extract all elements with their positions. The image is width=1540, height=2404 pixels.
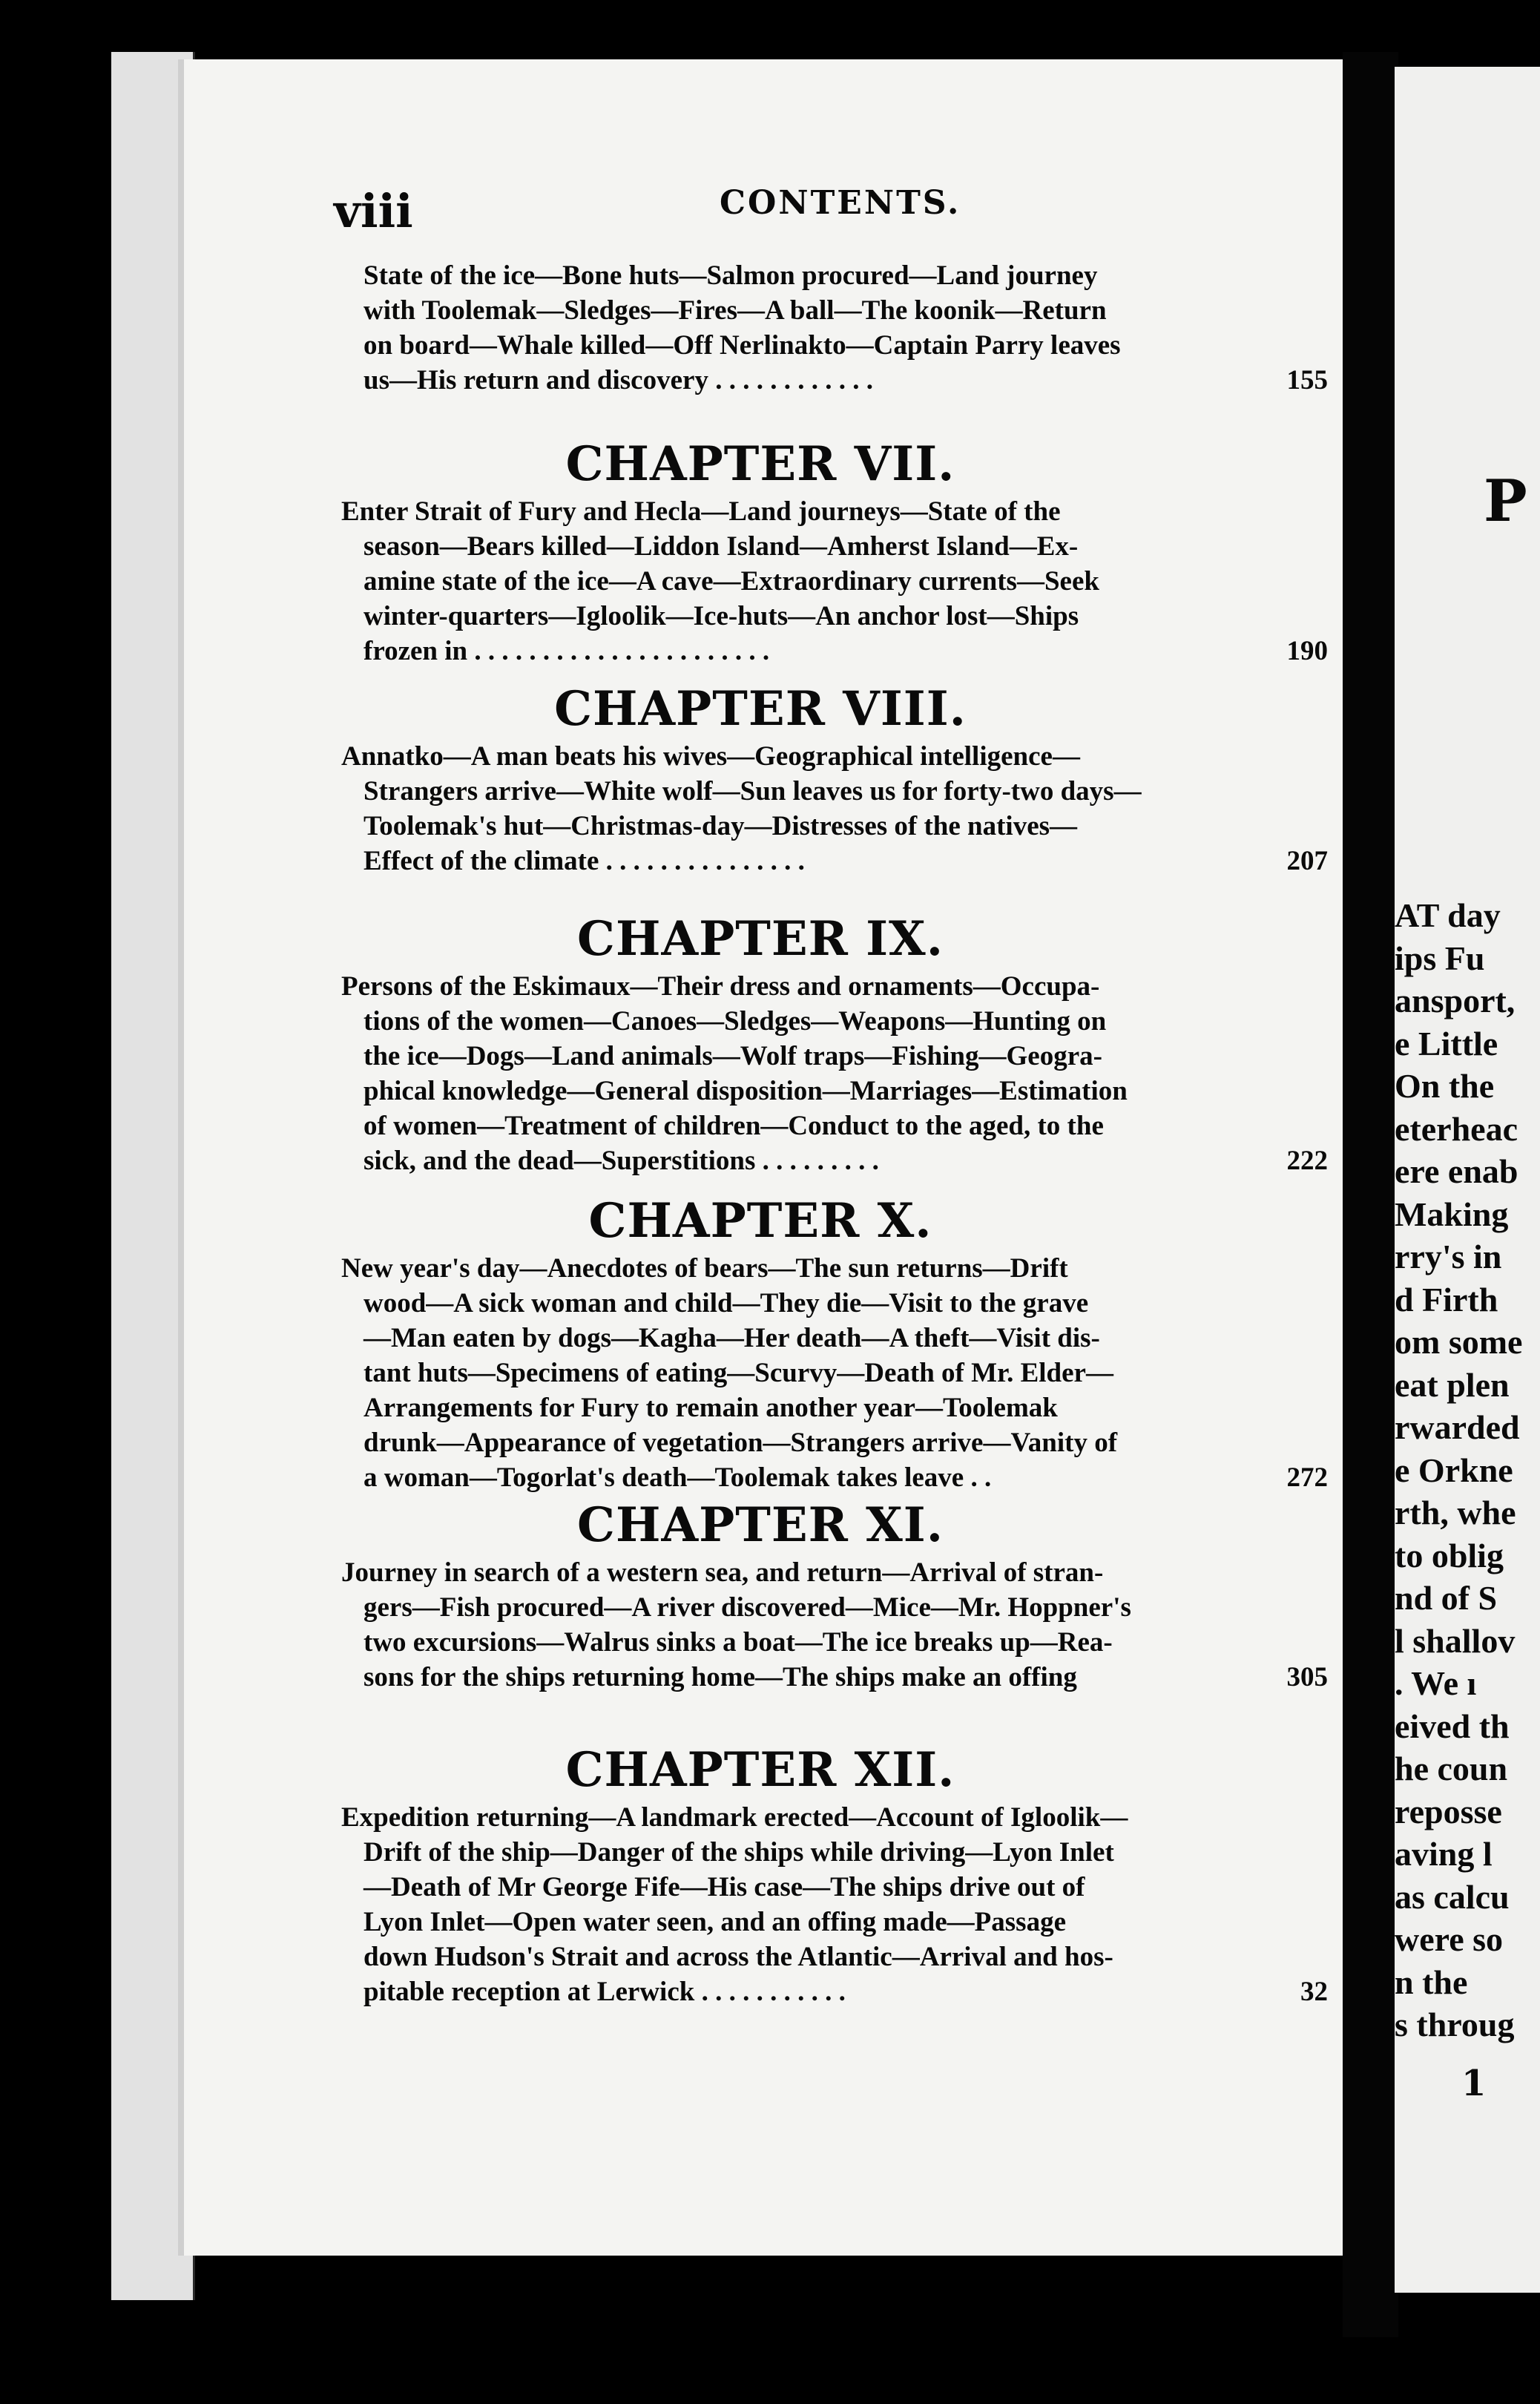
entry-line: sick, and the dead—Superstitions . . . . . . . . . [363, 1146, 879, 1176]
page-reference: 32 [1300, 1977, 1328, 2007]
facing-line: om some [1395, 1323, 1523, 1361]
facing-page [1395, 67, 1540, 2293]
facing-line: ips Fu [1395, 939, 1485, 977]
facing-line: to oblig [1395, 1536, 1504, 1574]
facing-line: rry's in [1395, 1238, 1502, 1275]
facing-line: nd of S [1395, 1579, 1498, 1617]
entry-line: on board—Whale killed—Off Nerlinakto—Captain Parry leaves [363, 330, 1121, 361]
entry-line: Arrangements for Fury to remain another year—Toolemak [363, 1393, 1058, 1423]
page-reference: 155 [1286, 365, 1328, 395]
facing-line: ansport, [1395, 982, 1516, 1019]
entry-line: season—Bears killed—Liddon Island—Amherst Island—Ex- [363, 531, 1079, 562]
facing-line: l shallov [1395, 1621, 1516, 1660]
entry-line: Journey in search of a western sea, and return—Arrival of stran- [341, 1557, 1104, 1588]
chapter-heading: CHAPTER X. [588, 1193, 932, 1249]
entry-line: Effect of the climate . . . . . . . . . . . . . . . [363, 846, 805, 876]
entry-line: with Toolemak—Sledges—Fires—A ball—The koonik—Return [363, 295, 1107, 326]
chapter-heading: CHAPTER XI. [577, 1497, 944, 1553]
facing-line: ere enab [1395, 1152, 1518, 1190]
chapter-heading: CHAPTER IX. [577, 911, 944, 967]
page-reference: 305 [1286, 1662, 1328, 1692]
entry-line: Lyon Inlet—Open water seen, and an offing made—Passage [363, 1907, 1066, 1937]
entry-line: Enter Strait of Fury and Hecla—Land journeys—State of the [341, 496, 1061, 527]
facing-line: eat plen [1395, 1365, 1510, 1404]
entry-line: tions of the women—Canoes—Sledges—Weapons—Hunting on [363, 1006, 1107, 1037]
contents-entry [341, 494, 1328, 669]
entry-line: down Hudson's Strait and across the Atlantic—Arrival and hos- [363, 1942, 1113, 1972]
entry-line: of women—Treatment of children—Conduct to the aged, to the [363, 1111, 1104, 1141]
entry-line: Persons of the Eskimaux—Their dress and ornaments—Occupa- [341, 971, 1100, 1002]
page-number: viii [334, 184, 413, 238]
facing-line: rwarded [1395, 1408, 1520, 1446]
facing-line: eived th [1395, 1707, 1510, 1745]
entry-line: Toolemak's hut—Christmas-day—Distresses of the natives— [363, 811, 1078, 841]
page-reference: 222 [1286, 1146, 1328, 1176]
entry-line: phical knowledge—General disposition—Marriages—Estimation [363, 1076, 1128, 1106]
facing-line: e Little [1395, 1024, 1498, 1063]
entry-line: State of the ice—Bone huts—Salmon procured—Land journey [363, 260, 1098, 291]
facing-line: he coun [1395, 1750, 1508, 1787]
contents-entry [341, 1555, 1328, 1695]
entry-line: New year's day—Anecdotes of bears—The sun returns—Drift [341, 1253, 1068, 1284]
page-reference: 190 [1286, 636, 1328, 666]
chapter-heading: CHAPTER XII. [565, 1742, 955, 1798]
page-reference: 207 [1286, 846, 1328, 876]
facing-line: On the [1395, 1067, 1495, 1105]
contents-page [178, 59, 1343, 2256]
chapter-heading: CHAPTER VIII. [554, 681, 967, 737]
contents-entry [363, 258, 1328, 398]
entry-line: Drift of the ship—Danger of the ships while driving—Lyon Inlet [363, 1837, 1114, 1868]
facing-line: reposse [1395, 1792, 1502, 1830]
running-title: CONTENTS. [720, 184, 961, 222]
entry-line: sons for the ships returning home—The ships make an offing [363, 1662, 1077, 1692]
entry-line: the ice—Dogs—Land animals—Wolf traps—Fishing—Geogra- [363, 1041, 1102, 1071]
entry-line: pitable reception at Lerwick . . . . . . . . . . . [363, 1977, 846, 2007]
entry-line: wood—A sick woman and child—They die—Visit to the grave [363, 1288, 1089, 1318]
entry-line: —Death of Mr George Fife—His case—The ships drive out of [363, 1872, 1085, 1902]
chapter-heading: CHAPTER VII. [565, 436, 955, 492]
entry-line: Annatko—A man beats his wives—Geographical intelligence— [341, 741, 1080, 772]
entry-line: frozen in . . . . . . . . . . . . . . . . . . . . . . [363, 636, 770, 666]
facing-line: d Firth [1395, 1280, 1498, 1318]
entry-line: —Man eaten by dogs—Kagha—Her death—A theft—Visit dis- [363, 1323, 1100, 1353]
entry-line: drunk—Appearance of vegetation—Strangers arrive—Vanity of [363, 1428, 1118, 1458]
page-reference: 272 [1286, 1462, 1328, 1493]
entry-line: gers—Fish procured—A river discovered—Mice—Mr. Hoppner's [363, 1592, 1131, 1623]
contents-entry [341, 1251, 1328, 1495]
entry-line: us—His return and discovery . . . . . . . . . . . . [363, 365, 873, 395]
facing-line: rth, whe [1395, 1494, 1516, 1531]
entry-line: Strangers arrive—White wolf—Sun leaves us for forty-two days— [363, 776, 1142, 807]
entry-line: a woman—Togorlat's death—Toolemak takes leave . . [363, 1462, 992, 1493]
contents-entry [341, 1800, 1328, 2009]
book-gutter [1343, 52, 1398, 2337]
entry-line: winter-quarters—Igloolik—Ice-huts—An anchor lost—Ships [363, 601, 1079, 631]
facing-line: Making [1395, 1195, 1509, 1233]
entry-line: amine state of the ice—A cave—Extraordinary currents—Seek [363, 566, 1099, 597]
facing-line: n the [1395, 1963, 1468, 2001]
running-head [178, 184, 1343, 243]
facing-line: s throug [1395, 2006, 1515, 2043]
facing-page-number: 1 [1461, 2063, 1487, 2104]
facing-line: . We ı [1395, 1664, 1477, 1702]
entry-line: Expedition returning—A landmark erected—Account of Igloolik— [341, 1802, 1128, 1833]
contents-entry [341, 969, 1328, 1178]
facing-line: AT day [1395, 896, 1501, 934]
facing-line: as calcu [1395, 1877, 1510, 1916]
contents-entry [341, 739, 1328, 878]
facing-line: e Orkne [1395, 1451, 1513, 1489]
entry-line: tant huts—Specimens of eating—Scurvy—Death of Mr. Elder— [363, 1358, 1113, 1388]
facing-heading: P [1484, 467, 1527, 535]
facing-line: eterheac [1395, 1109, 1518, 1148]
facing-line: were so [1395, 1920, 1504, 1958]
entry-line: two excursions—Walrus sinks a boat—The ice breaks up—Rea- [363, 1627, 1113, 1658]
facing-text [1395, 894, 1522, 2046]
facing-line: aving l [1395, 1835, 1493, 1873]
